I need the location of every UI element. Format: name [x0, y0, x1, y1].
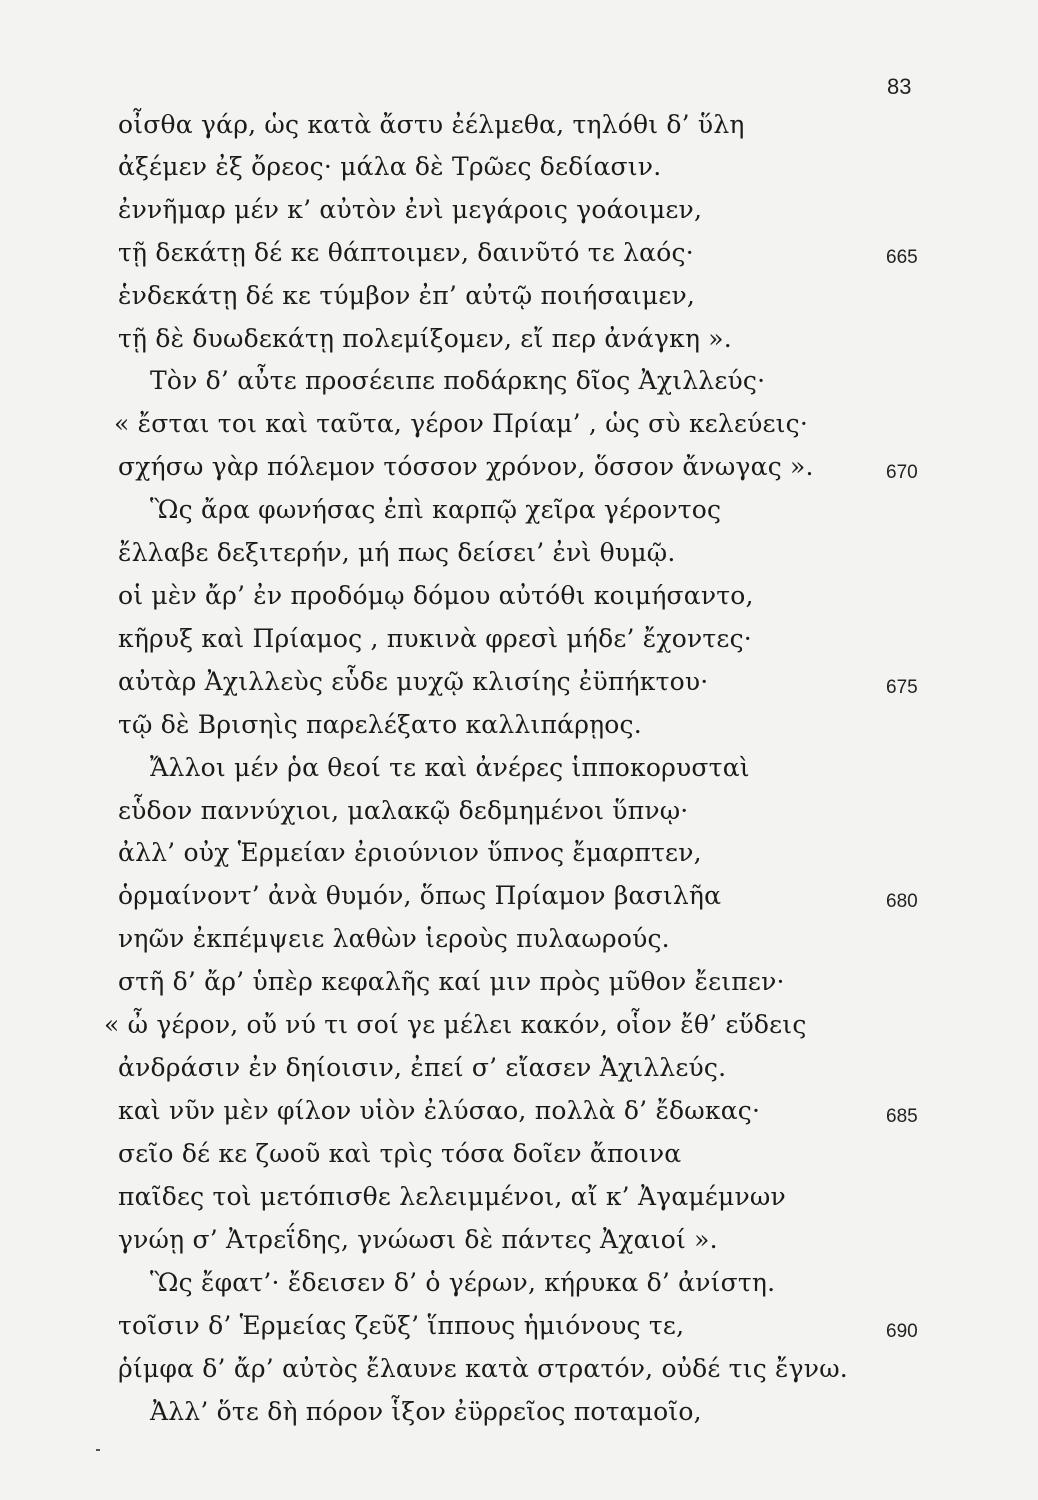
verse-line: οἱ μὲν ἄρ’ ἐν προδόμῳ δόμου αὐτόθι κοιμήσαντο,: [118, 581, 754, 610]
line-number: 680: [886, 891, 918, 912]
verse-line: τοῖσιν δ’ Ἑρμείας ζεῦξ’ ἵππους ἡμιόνους τε,: [118, 1311, 685, 1340]
verse-line: ἑνδεκάτῃ δέ κε τύμβον ἐπ’ αὐτῷ ποιήσαιμεν,: [118, 281, 696, 310]
verse-line: ἀξέμεν ἐξ ὄρεος· μάλα δὲ Τρῶες δεδίασιν.: [118, 152, 662, 181]
verse-line: ὁρμαίνοντ’ ἀνὰ θυμόν, ὅπως Πρίαμον βασιλῆα: [118, 881, 722, 910]
line-number: 685: [886, 1106, 918, 1127]
verse-line: εὗδον παννύχιοι, μαλακῷ δεδμημένοι ὕπνῳ·: [118, 796, 689, 825]
stray-mark: [96, 1449, 100, 1451]
verse-line: « ὦ γέρον, οὔ νύ τι σοί γε μέλει κακόν, οἷον ἔθ’ εὕδεις: [104, 1010, 807, 1039]
verse-line: οἶσθα γάρ, ὡς κατὰ ἄστυ ἐέλμεθα, τηλόθι δ’ ὕλη: [118, 110, 745, 139]
verse-line: Ὣς ἔφατ’· ἔδεισεν δ’ ὁ γέρων, κήρυκα δ’ ἀνίστη.: [150, 1268, 776, 1297]
line-number: 675: [886, 677, 918, 698]
verse-line: ἀνδράσιν ἐν δηίοισιν, ἐπεί σ’ εἴασεν Ἀχιλλεύς.: [118, 1053, 727, 1082]
verse-line: Ὣς ἄρα φωνήσας ἐπὶ καρπῷ χεῖρα γέροντος: [150, 495, 722, 524]
verse-line: νηῶν ἐκπέμψειε λαθὼν ἱεροὺς πυλαωρούς.: [118, 924, 670, 953]
verse-line: καὶ νῦν μὲν φίλον υἱὸν ἐλύσαο, πολλὰ δ’ ἔδωκας·: [118, 1096, 761, 1125]
verse-line: τῇ δὲ δυωδεκάτῃ πολεμίξομεν, εἴ περ ἀνάγκη ».: [118, 324, 732, 353]
page-number: 83: [887, 74, 912, 99]
verse-line: Τὸν δ’ αὖτε προσέειπε ποδάρκης δῖος Ἀχιλλεύς·: [150, 366, 766, 395]
verse-line: κῆρυξ καὶ Πρίαμος , πυκινὰ φρεσὶ μήδε’ ἔχοντες·: [118, 624, 752, 653]
verse-line: ῥίμφα δ’ ἄρ’ αὐτὸς ἔλαυνε κατὰ στρατόν, οὐδέ τις ἔγνω.: [118, 1354, 848, 1383]
verse-line: παῖδες τοὶ μετόπισθε λελειμμένοι, αἴ κ’ Ἀγαμέμνων: [118, 1182, 786, 1211]
verse-line: « ἔσται τοι καὶ ταῦτα, γέρον Πρίαμ’ , ὡς σὺ κελεύεις·: [114, 409, 809, 438]
verse-line: ἔλλαβε δεξιτερήν, μή πως δείσει’ ἐνὶ θυμῷ.: [118, 538, 676, 567]
line-number: 670: [886, 462, 918, 483]
line-number: 665: [886, 247, 918, 268]
line-number: 690: [886, 1321, 918, 1342]
verse-line: στῆ δ’ ἄρ’ ὑπὲρ κεφαλῆς καί μιν πρὸς μῦθον ἔειπεν·: [118, 967, 785, 996]
verse-line: αὐτὰρ Ἀχιλλεὺς εὗδε μυχῷ κλισίης ἐϋπήκτου·: [118, 667, 709, 696]
verse-line: Ἄλλοι μέν ῥα θεοί τε καὶ ἀνέρες ἱπποκορυσταὶ: [150, 753, 750, 782]
verse-line: γνώῃ σ’ Ἀτρεΐδης, γνώωσι δὲ πάντες Ἀχαιοί ».: [118, 1225, 718, 1254]
verse-line: Ἀλλ’ ὅτε δὴ πόρον ἷξον ἐϋρρεῖος ποταμοῖο,: [150, 1397, 702, 1426]
verse-line: τῷ δὲ Βρισηὶς παρελέξατο καλλιπάρῃος.: [118, 710, 642, 739]
verse-line: σχήσω γὰρ πόλεμον τόσσον χρόνον, ὅσσον ἄνωγας ».: [118, 452, 814, 481]
verse-line: ἐννῆμαρ μέν κ’ αὐτὸν ἐνὶ μεγάροις γοάοιμεν,: [118, 195, 703, 224]
verse-line: τῇ δεκάτῃ δέ κε θάπτοιμεν, δαινῦτό τε λαός·: [118, 238, 694, 267]
verse-line: σεῖο δέ κε ζωοῦ καὶ τρὶς τόσα δοῖεν ἄποινα: [118, 1139, 682, 1168]
verse-line: ἀλλ’ οὐχ Ἑρμείαν ἐριούνιον ὕπνος ἔμαρπτεν,: [118, 838, 702, 867]
